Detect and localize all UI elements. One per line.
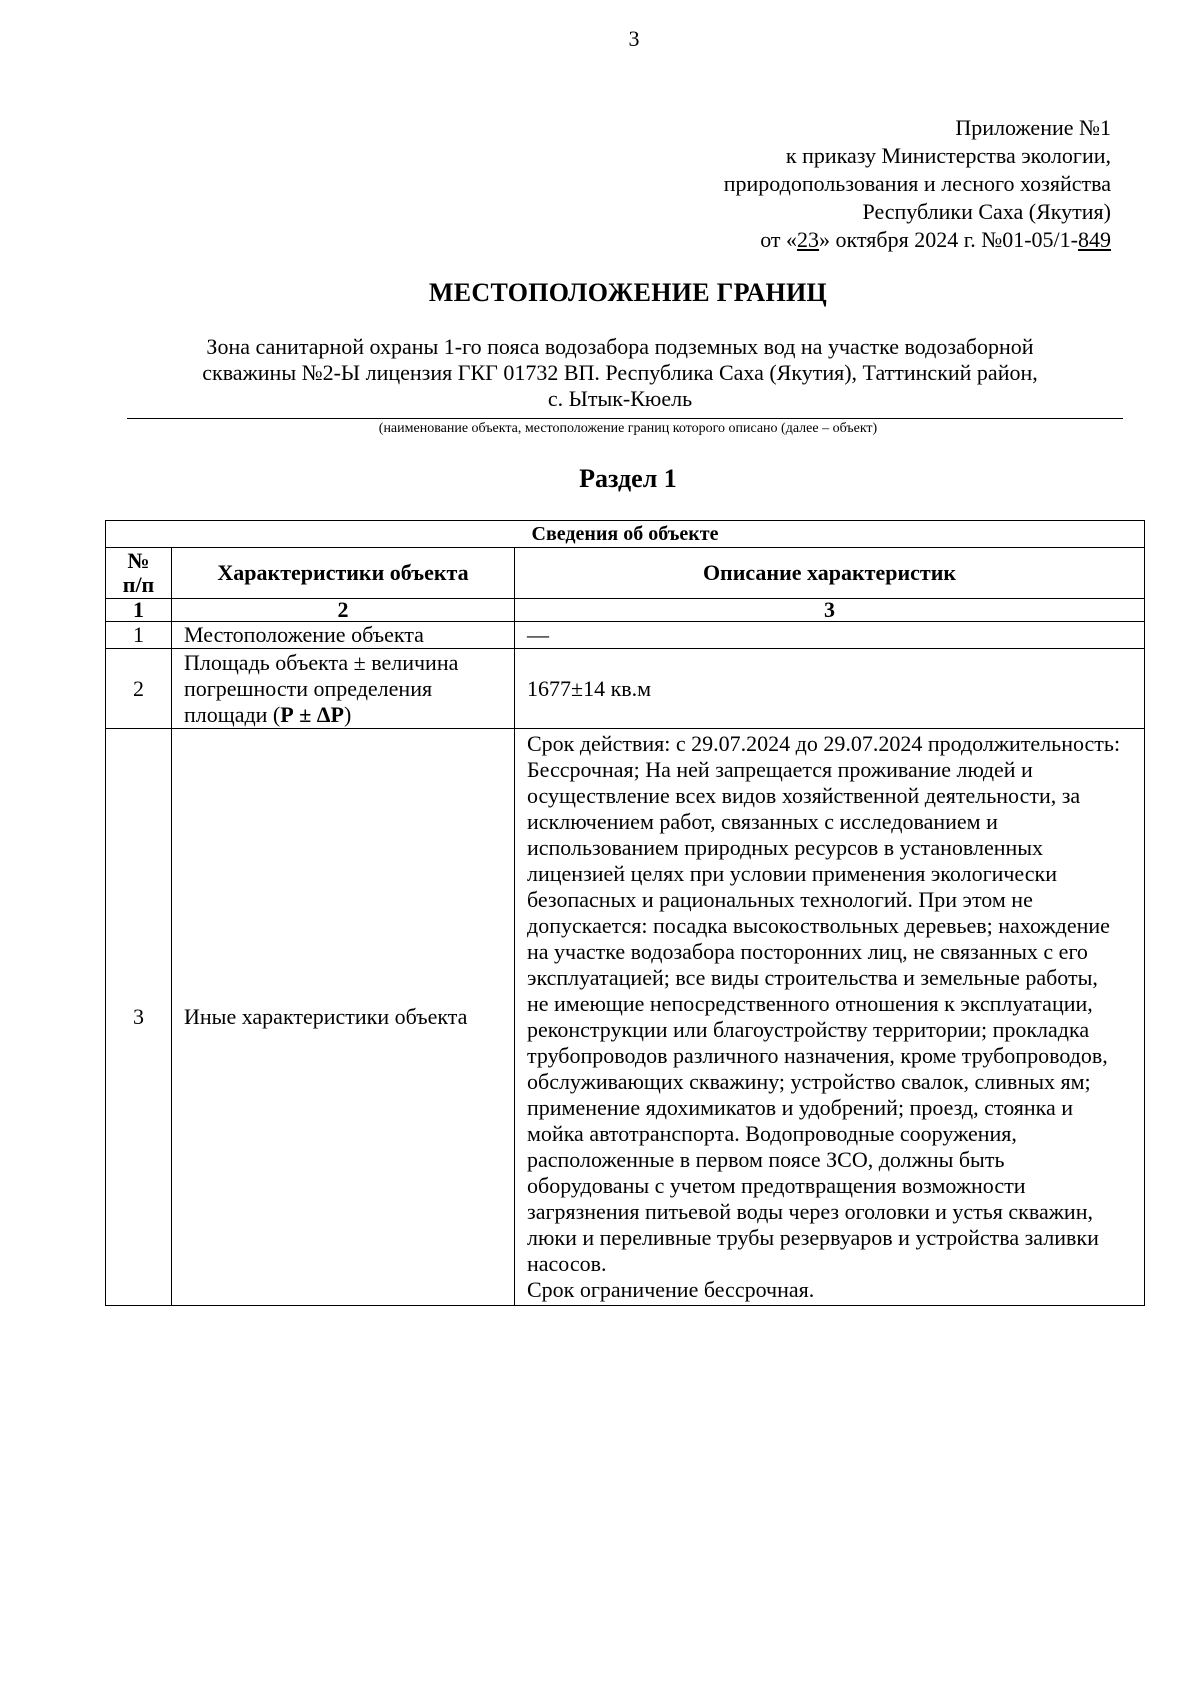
row-characteristic: Местоположение объекта (172, 622, 515, 649)
description-line: мойка автотранспорта. Водопроводные сооружения, (527, 1121, 1017, 1146)
row-number: 1 (106, 622, 172, 649)
table-header-row (106, 548, 1145, 599)
object-name-line: скважины №2-Ы лицензия ГКГ 01732 ВП. Республика Саха (Якутия), Таттинский район, (202, 360, 1038, 385)
header-num (106, 548, 172, 599)
row-number: 3 (106, 729, 172, 1306)
description-line: Срок действия: с 29.07.2024 до 29.07.2024 продолжительность: (527, 731, 1121, 756)
column-number: 1 (106, 599, 172, 622)
description-line: осуществление всех видов хозяйственной деятельности, за (527, 783, 1081, 808)
description-line: безопасных и рациональных технологий. При этом не (527, 887, 1033, 912)
object-name (150, 334, 1090, 412)
header-characteristics: Характеристики объекта (172, 548, 515, 599)
object-caption: (наименование объекта, местоположение границ которого описано (далее – объект) (378, 421, 878, 436)
column-number: 3 (515, 599, 1145, 622)
appendix-block (591, 114, 1111, 254)
characteristic-formula: Р ± ΔР (280, 701, 344, 727)
row-description (515, 729, 1145, 1306)
row-number: 2 (106, 649, 172, 729)
row-characteristic (172, 649, 515, 729)
object-name-line: Зона санитарной охраны 1-го пояса водозабора подземных вод на участке водозаборной (206, 334, 1034, 359)
description-line: обслуживающих скважину; устройство свалок, сливных ям; (527, 1069, 1091, 1094)
row-description: — (515, 622, 1145, 649)
object-name-underline (127, 418, 1123, 419)
description-line: исключением работ, связанных с исследованием и (527, 809, 998, 834)
section-title: Раздел 1 (579, 464, 677, 493)
description-line: эксплуатацией; все виды строительства и земельные работы, (527, 965, 1098, 990)
table-caption: Сведения об объекте (106, 521, 1145, 548)
header-num-line: № (127, 548, 150, 573)
appendix-line: природопользования и лесного хозяйства (723, 171, 1111, 196)
description-line: использованием природных ресурсов в установленных (527, 835, 1044, 860)
header-num-line: п/п (122, 572, 155, 597)
description-line: загрязнения питьевой воды через оголовки и устья скважин, (527, 1199, 1093, 1224)
table-row (106, 729, 1145, 1306)
appendix-line: Приложение №1 (955, 115, 1111, 140)
column-number-row (106, 599, 1145, 622)
table-caption-row (106, 521, 1145, 548)
appendix-line: Республики Саха (Якутия) (862, 199, 1111, 224)
description-line: на участке водозабора посторонних лиц, не связанных с его (527, 939, 1088, 964)
description-line: реконструкции или благоустройству территории; прокладка (527, 1017, 1090, 1042)
object-name-line: с. Ытык-Кюель (547, 386, 693, 411)
description-line: лицензией целях при условии применения экологически (527, 861, 1057, 886)
appendix-line: к приказу Министерства экологии, (785, 143, 1111, 168)
order-day: 23 (797, 227, 820, 252)
description-line: Срок ограничение бессрочная. (527, 1277, 815, 1302)
object-info-table (105, 520, 1145, 1306)
row-characteristic: Иные характеристики объекта (172, 729, 515, 1306)
description-line: трубопроводов различного назначения, кроме трубопроводов, (527, 1043, 1108, 1068)
description-line: люки и переливные трубы резервуаров и устройства заливки (527, 1225, 1099, 1250)
order-number: 849 (1078, 227, 1111, 252)
description-line: насосов. (527, 1251, 607, 1276)
header-description: Описание характеристик (515, 548, 1145, 599)
date-middle: » октября 2024 г. №01-05/1- (819, 227, 1078, 252)
page-number: 3 (628, 26, 640, 51)
row-description: 1677±14 кв.м (515, 649, 1145, 729)
document-title: МЕСТОПОЛОЖЕНИЕ ГРАНИЦ (428, 278, 828, 307)
date-prefix: от « (760, 227, 798, 252)
column-number: 2 (172, 599, 515, 622)
description-line: расположенные в первом поясе ЗСО, должны быть (527, 1147, 1005, 1172)
description-line: оборудованы с учетом предотвращения возможности (527, 1173, 1026, 1198)
appendix-order-line (591, 226, 1111, 254)
description-line: Бессрочная; На ней запрещается проживание людей и (527, 757, 1033, 782)
table-row (106, 622, 1145, 649)
characteristic-end: ) (344, 701, 352, 727)
table-row (106, 649, 1145, 729)
description-line: не имеющие непосредственного отношения к эксплуатации, (527, 991, 1093, 1016)
characteristic-text: Площадь объекта ± величина погрешности определения площади ( (184, 649, 459, 727)
description-line: применение ядохимикатов и удобрений; проезд, стоянка и (527, 1095, 1074, 1120)
description-line: допускается: посадка высокоствольных деревьев; нахождение (527, 913, 1110, 938)
